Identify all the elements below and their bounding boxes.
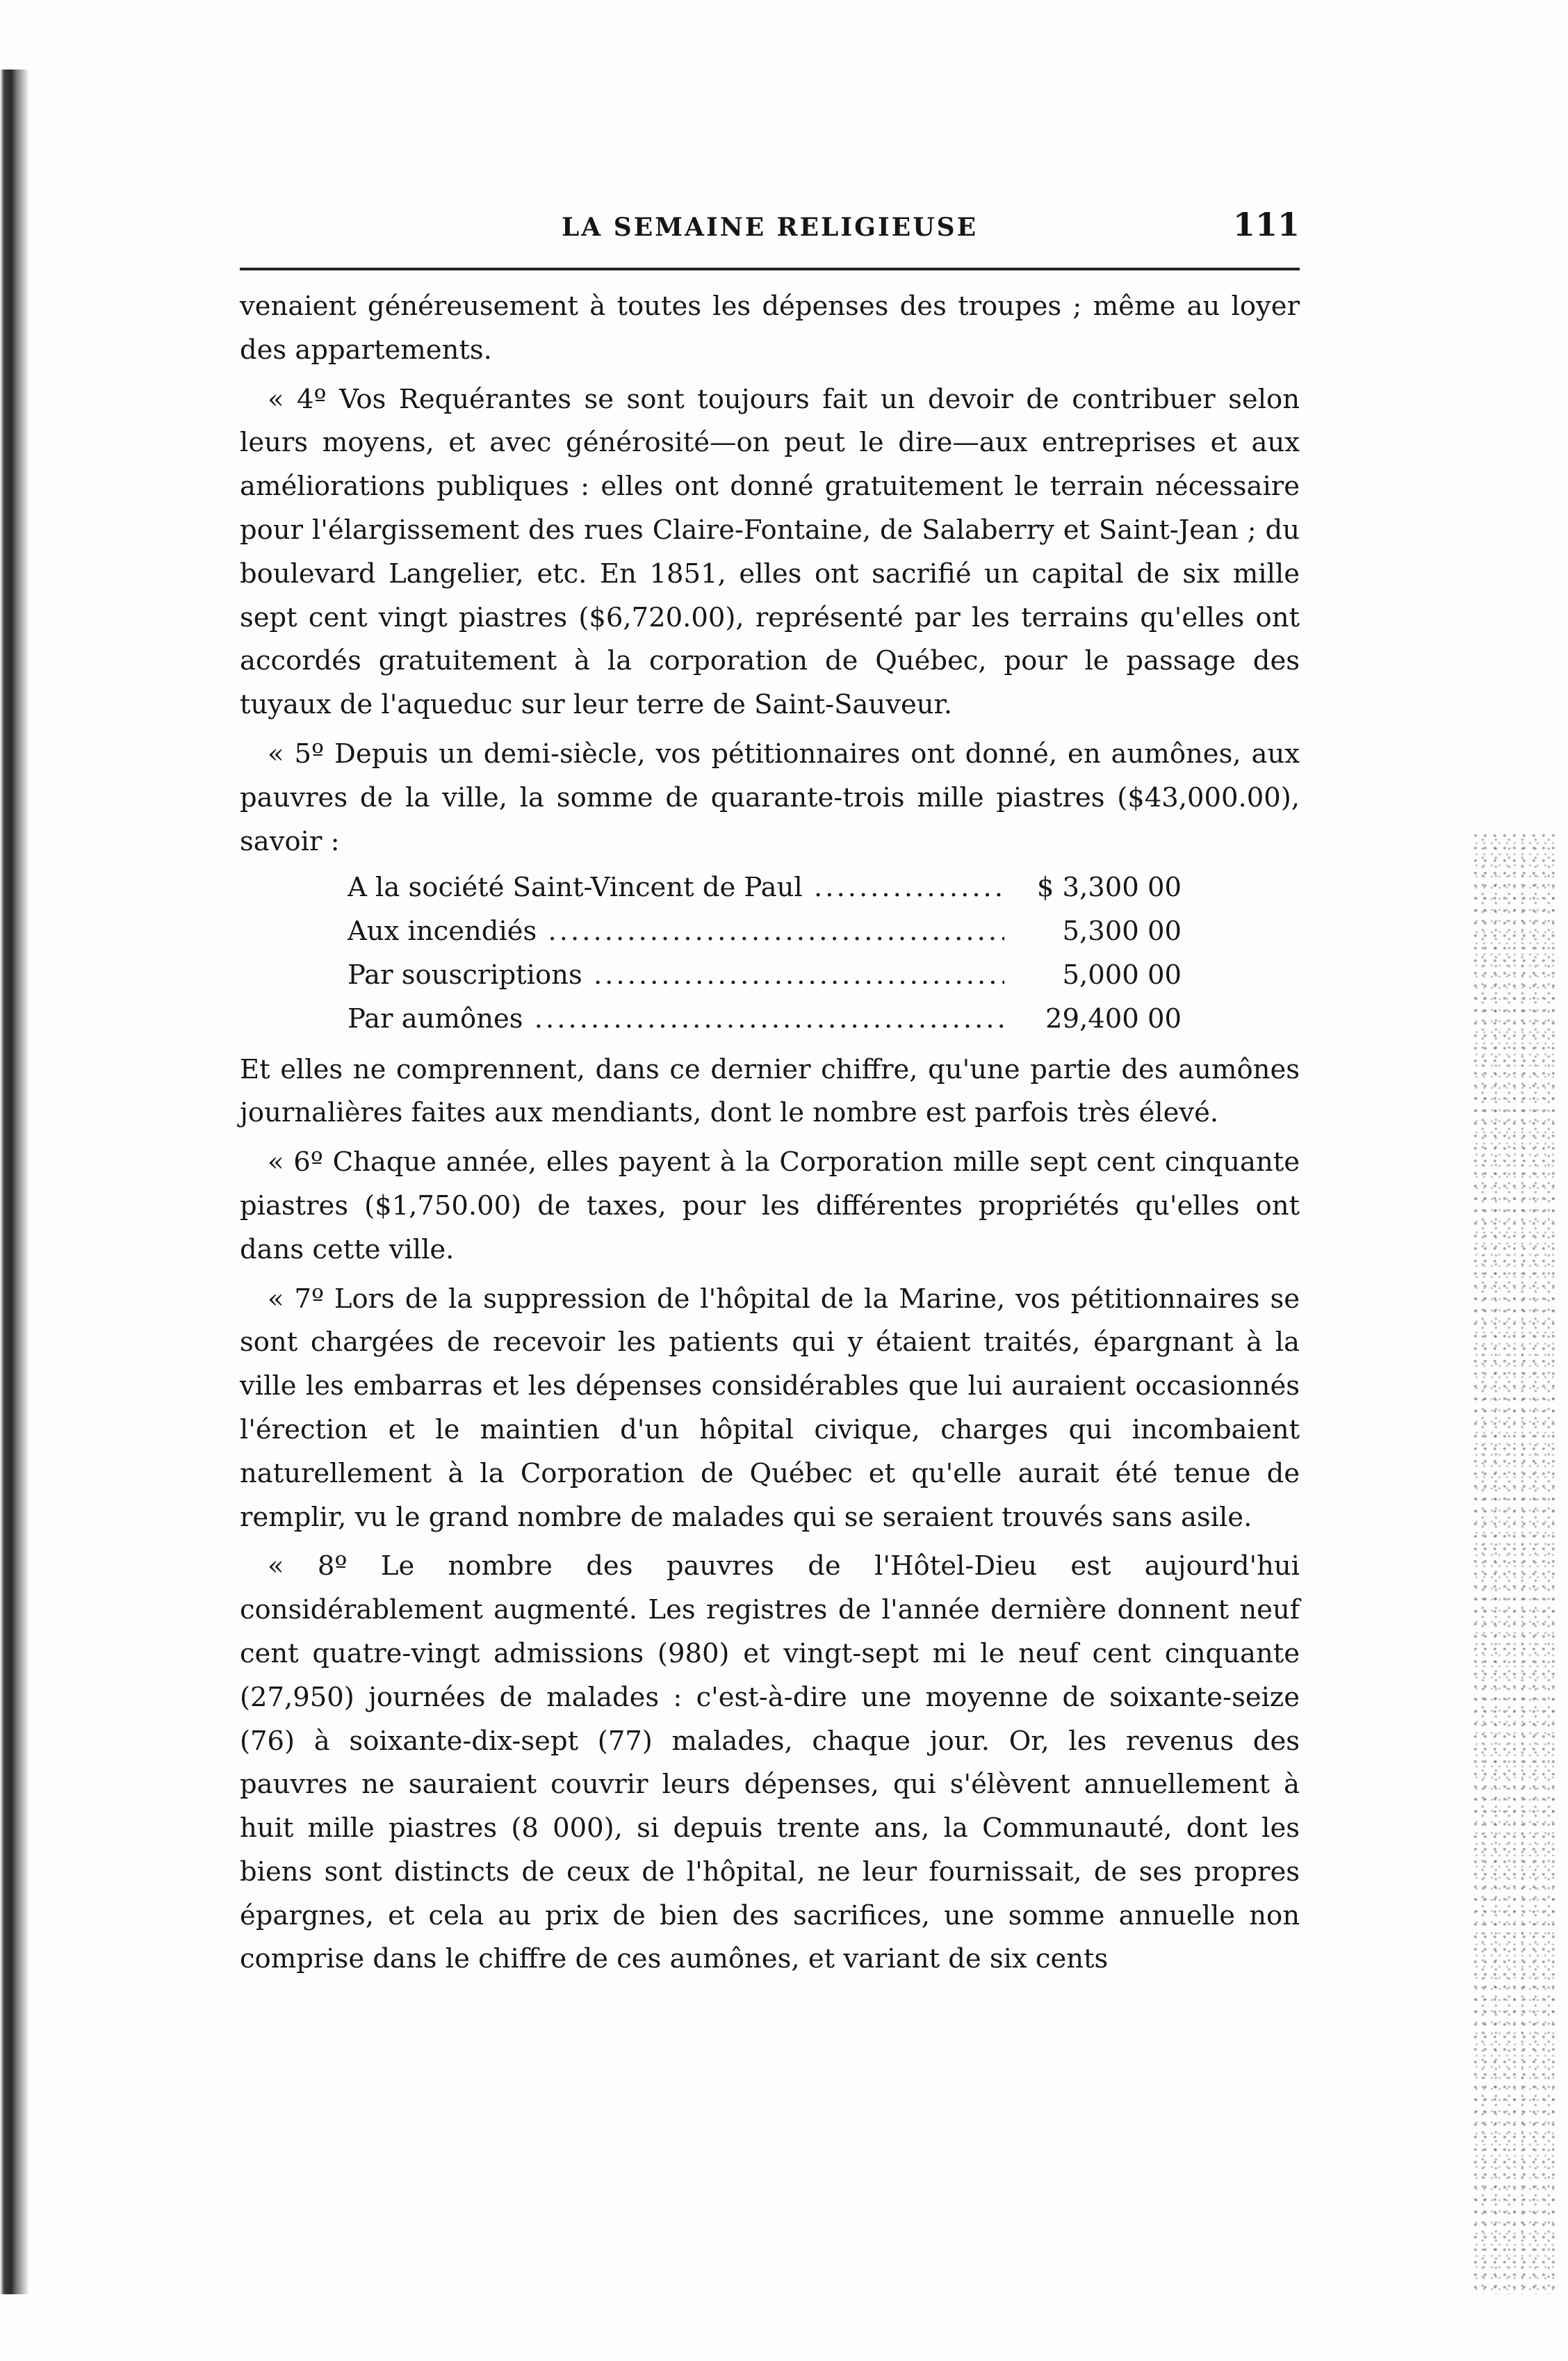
donation-label: A la société Saint-Vincent de Paul ..... [348, 866, 1004, 910]
donation-amount: 29,400 00 [1045, 1003, 1182, 1035]
donation-amount: 5,000 00 [1062, 959, 1182, 991]
donation-label: Aux incendiés ..... [348, 910, 1004, 954]
donation-row [348, 998, 1182, 1041]
donation-row [348, 866, 1182, 910]
page-number: 111 [1232, 206, 1300, 243]
paragraph-7o: « 7º Lors de la suppression de l'hôpital de la Marine, vos pétitionnaires se sont chargées de recevoir les patients qui y étaient traités, épargnant à la ville les embarras et les dépenses considérables que lui auraient occasionnés l'érection et le maintien d'un hôpital civique, charges qui incombaient naturellement à la Corporation de Québec et qu'elle aurait été tenue de remplir, vu le grand nombre de malades qui se seraient trouvés sans asile. [240, 1283, 1300, 1533]
donation-amount: 5,300 00 [1062, 916, 1182, 948]
page-edge-speckle [1473, 834, 1557, 2294]
donation-label: Par souscriptions ..... [348, 954, 1004, 998]
running-title: LA SEMAINE RELIGIEUSE [561, 213, 979, 242]
donation-row [348, 910, 1182, 954]
page-binding-edge [0, 70, 29, 2294]
donation-amount: $ 3,300 00 [1036, 872, 1182, 904]
paragraph-1: venaient généreusement à toutes les dépenses des troupes ; même au loyer des appartements. [240, 291, 1300, 366]
donation-row [348, 954, 1182, 998]
paragraph-8o: « 8º Le nombre des pauvres de l'Hôtel-Dieu est aujourd'hui considérablement augmenté. Les registres de l'année dernière donnent neuf cent quatre-vingt admissions (980) et vingt-sept mi le neuf cent cinquante (27,950) journées de malades : c'est-à-dire une moyenne de soixante-seize (76) à soixante-dix-sept (77) malades, chaque jour. Or, les revenus des pauvres ne sauraient couvrir leurs dépenses, qui s'élèvent annuellement à huit mille piastres (8 000), si depuis trente ans, la Communauté, dont les biens sont distincts de ceux de l'hôpital, ne leur fournissait, de ses propres épargnes, et cela au prix de bien des sacrifices, une somme annuelle non comprise dans le chiffre de ces aumônes, et variant de six cents [240, 1550, 1300, 1975]
page-header [240, 206, 1300, 254]
donations-list [240, 866, 1300, 1041]
paragraph-5o: « 5º Depuis un demi-siècle, vos pétitionnaires ont donné, en aumônes, aux pauvres de la ville, la somme de quarante-trois mille piastres ($43,000.00), savoir : [240, 738, 1300, 857]
header-rule [240, 268, 1300, 270]
paragraph-6o: « 6º Chaque année, elles payent à la Corporation mille sept cent cinquante piastres ($1,750.00) de taxes, pour les différentes propriétés qu'elles ont dans cette ville. [240, 1146, 1300, 1265]
donation-label: Par aumônes ..... [348, 998, 1004, 1041]
body-text [240, 285, 1300, 1981]
paragraph-continuation: Et elles ne comprennent, dans ce dernier chiffre, qu'une partie des aumônes journalières faites aux mendiants, dont le nombre est parfois très élevé. [240, 1053, 1300, 1129]
paragraph-4o: « 4º Vos Requérantes se sont toujours fait un devoir de contribuer selon leurs moyens, et avec générosité—on peut le dire—aux entreprises et aux améliorations publiques : elles ont donné gratuitement le terrain nécessaire pour l'élargissement des rues Claire-Fontaine, de Salaberry et Saint-Jean ; du boulevard Langelier, etc. En 1851, elles ont sacrifié un capital de six mille sept cent vingt piastres ($6,720.00), représenté par les terrains qu'elles ont accordés gratuitement à la corporation de Québec, pour le passage des tuyaux de l'aqueduc sur leur terre de Saint-Sauveur. [240, 383, 1300, 721]
